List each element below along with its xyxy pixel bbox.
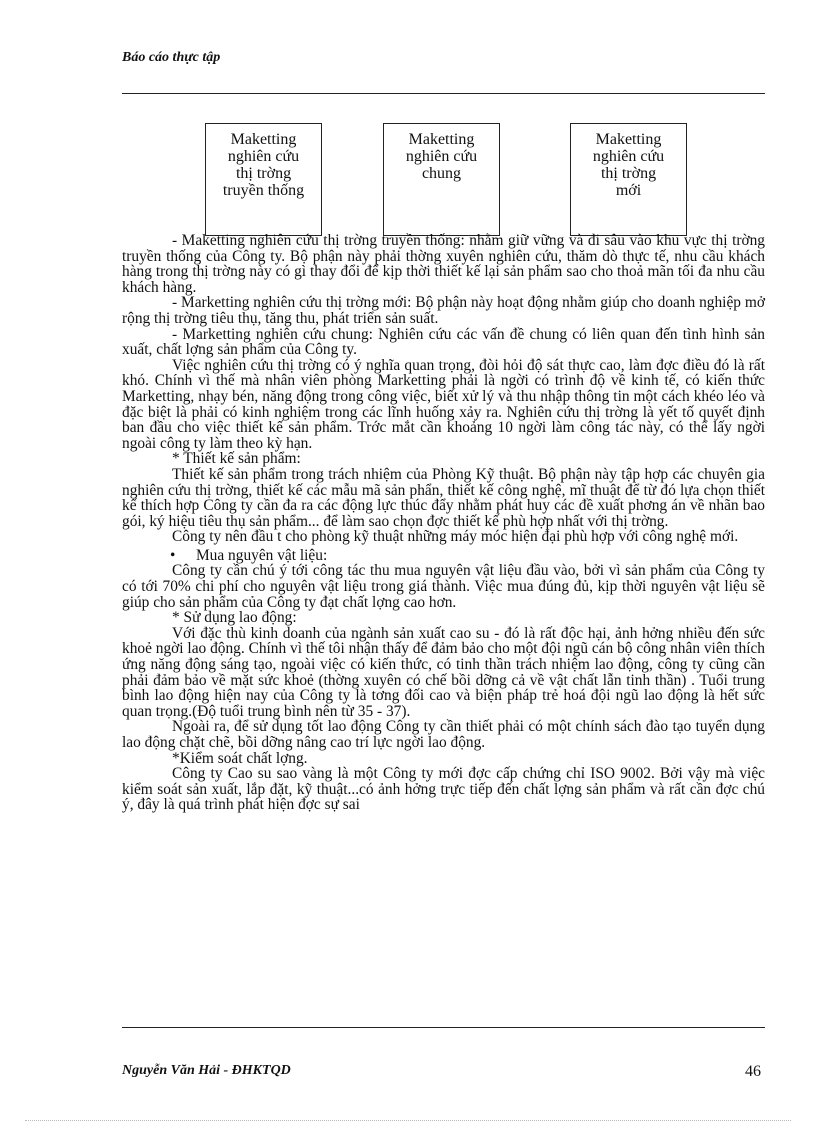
- box-label: Maketting nghiên cứu chung: [405, 131, 478, 182]
- paragraph: Công ty nên đầu t cho phòng kỹ thuật những máy móc hiện đại phù hợp với công nghệ mới.: [172, 528, 739, 546]
- paragraph: Công ty cần chú ý tới công tác thu mua nguyên vật liệu đầu vào, bởi vì sản phẩm của Công ty có tới 70% chi phí cho nguyên vật liệu trong giá thành. Việc mua đúng đủ, kịp thời nguyên vật liệu sẽ giúp cho sản phẩm của Công ty đạt chất lợng cao hơn.: [122, 562, 765, 611]
- box-new-market: [570, 123, 687, 236]
- paragraph: Việc nghiên cứu thị trờng có ý nghĩa quan trọng, đòi hỏi độ sát thực cao, làm đợc điều đó là rất khó. Chính vì thế mà nhân viên phòng Marketting phải là ngời có trình độ về kinh tế, có kiến thức Marketting, nhạy bén, năng động trong công việc, biết xử lý và thu nhập thông tin một cách khéo léo và đặc biệt là phải có kinh nghiệm trong các lĩnh huống xảy ra. Nghiên cứu thị trờng là yết tố quyết định ban đầu cho việc thiết kế sản phẩm. Trớc mắt cần khoảng 10 ngời làm công tác này, có thể lấy ngời ngoài công ty làm theo kỳ hạn.: [122, 356, 765, 452]
- paragraph: - Marketting nghiên cứu chung: Nghiên cứu các vấn đề chung có liên quan đến tình hình sản xuất, chất lợng sản phẩm của Công ty.: [122, 325, 765, 359]
- page-number: 46: [745, 1063, 761, 1080]
- page-break-line: [25, 1120, 791, 1121]
- document-body: [122, 233, 765, 813]
- footer-rule: [122, 1027, 765, 1028]
- paragraph: * Sử dụng lao động:: [172, 609, 297, 627]
- paragraph: Công ty Cao su sao vàng là một Công ty mới đợc cấp chứng chỉ ISO 9002. Bởi vậy mà việc kiểm soát sản xuất, lắp đặt, kỹ thuật...có ảnh hởng trực tiếp đến chất lợng sản phẩm và rất cần đợc chú ý, đây là quá trình phát hiện đợc sự sai: [122, 765, 765, 814]
- paragraph: Với đặc thù kinh doanh của ngành sản xuất cao su - đó là rất độc hại, ảnh hởng nhiều đến sức khoẻ ngời lao động. Chính vì thế tôi nhận thấy để đảm bảo cho một đội ngũ cán bộ công nhân viên thích ứng năng động sáng tạo, ngoài việc có kiến thức, có tinh thần trách nhiệm lao động, công ty cũng cần phải đảm bảo về mặt sức khoẻ (thờng xuyên có chế bồi dỡng cả về vật chất lẫn tinh thần) . Tuổi trung bình lao động hiện nay của Công ty là tơng đối cao và biện pháp trẻ hoá đội ngũ lao động là hết sức quan trọng.(Độ tuổi trung bình nên từ 35 - 37).: [122, 624, 765, 720]
- page-header: Báo cáo thực tập: [122, 50, 221, 65]
- bullet-icon: •: [170, 546, 176, 564]
- header-rule: [122, 93, 765, 94]
- box-traditional-market: [205, 123, 322, 236]
- paragraph: - Maketting nghiên cứu thị trờng truyền thống: nhằm giữ vững và đi sâu vào khu vực thị trờng truyền thống của Công ty. Bộ phận này phải thờng xuyên nghiên cứu, thăm dò thực tế, nhu cầu khách hàng trong thị trờng này có gì thay đổi để kịp thời thiết kế lại sản phẩm sao cho thoả mãn tối đa nhu cầu khách hàng.: [122, 232, 765, 296]
- paragraph: * Thiết kế sản phẩm:: [172, 450, 301, 468]
- box-general: [383, 123, 500, 236]
- paragraph: Ngoài ra, để sử dụng tốt lao động Công ty cần thiết phải có một chính sách đào tạo tuyển dụng lao động chặt chẽ, bồi dỡng nâng cao trí lực ngời lao động.: [122, 718, 765, 751]
- bullet-text: Mua nguyên vật liệu:: [196, 546, 328, 564]
- bullet-item: [170, 548, 765, 564]
- box-label: Maketting nghiên cứu thị trờng truyền thống: [222, 131, 305, 199]
- paragraph: *Kiểm soát chất lợng.: [172, 749, 308, 767]
- paragraph: Thiết kế sản phẩm trong trách nhiệm của Phòng Kỹ thuật. Bộ phận này tập hợp các chuyên gia nghiên cứu thị trờng, thiết kế các mẫu mã sản phẩn, thiết kế công nghệ, mĩ thuật để từ đó lựa chọn thiết kế thích hợp Công ty cần đa ra các động lực thúc đẩy nhằm phát huy các đề xuất phơng án về nhãn bao gói, ký hiệu tiêu thụ sản phẩm... để làm sao chọn đợc thiết kế phù hợp nhất với thị trờng.: [122, 465, 765, 530]
- box-label: Maketting nghiên cứu thị trờng mới: [592, 131, 665, 199]
- page-footer: Nguyễn Văn Hải - ĐHKTQD: [122, 1063, 291, 1078]
- paragraph: - Marketting nghiên cứu thị trờng mới: Bộ phận này hoạt động nhằm giúp cho doanh nghiệp mở rộng thị trờng tiêu thụ, tăng thu, phát triển sản suất.: [122, 294, 765, 327]
